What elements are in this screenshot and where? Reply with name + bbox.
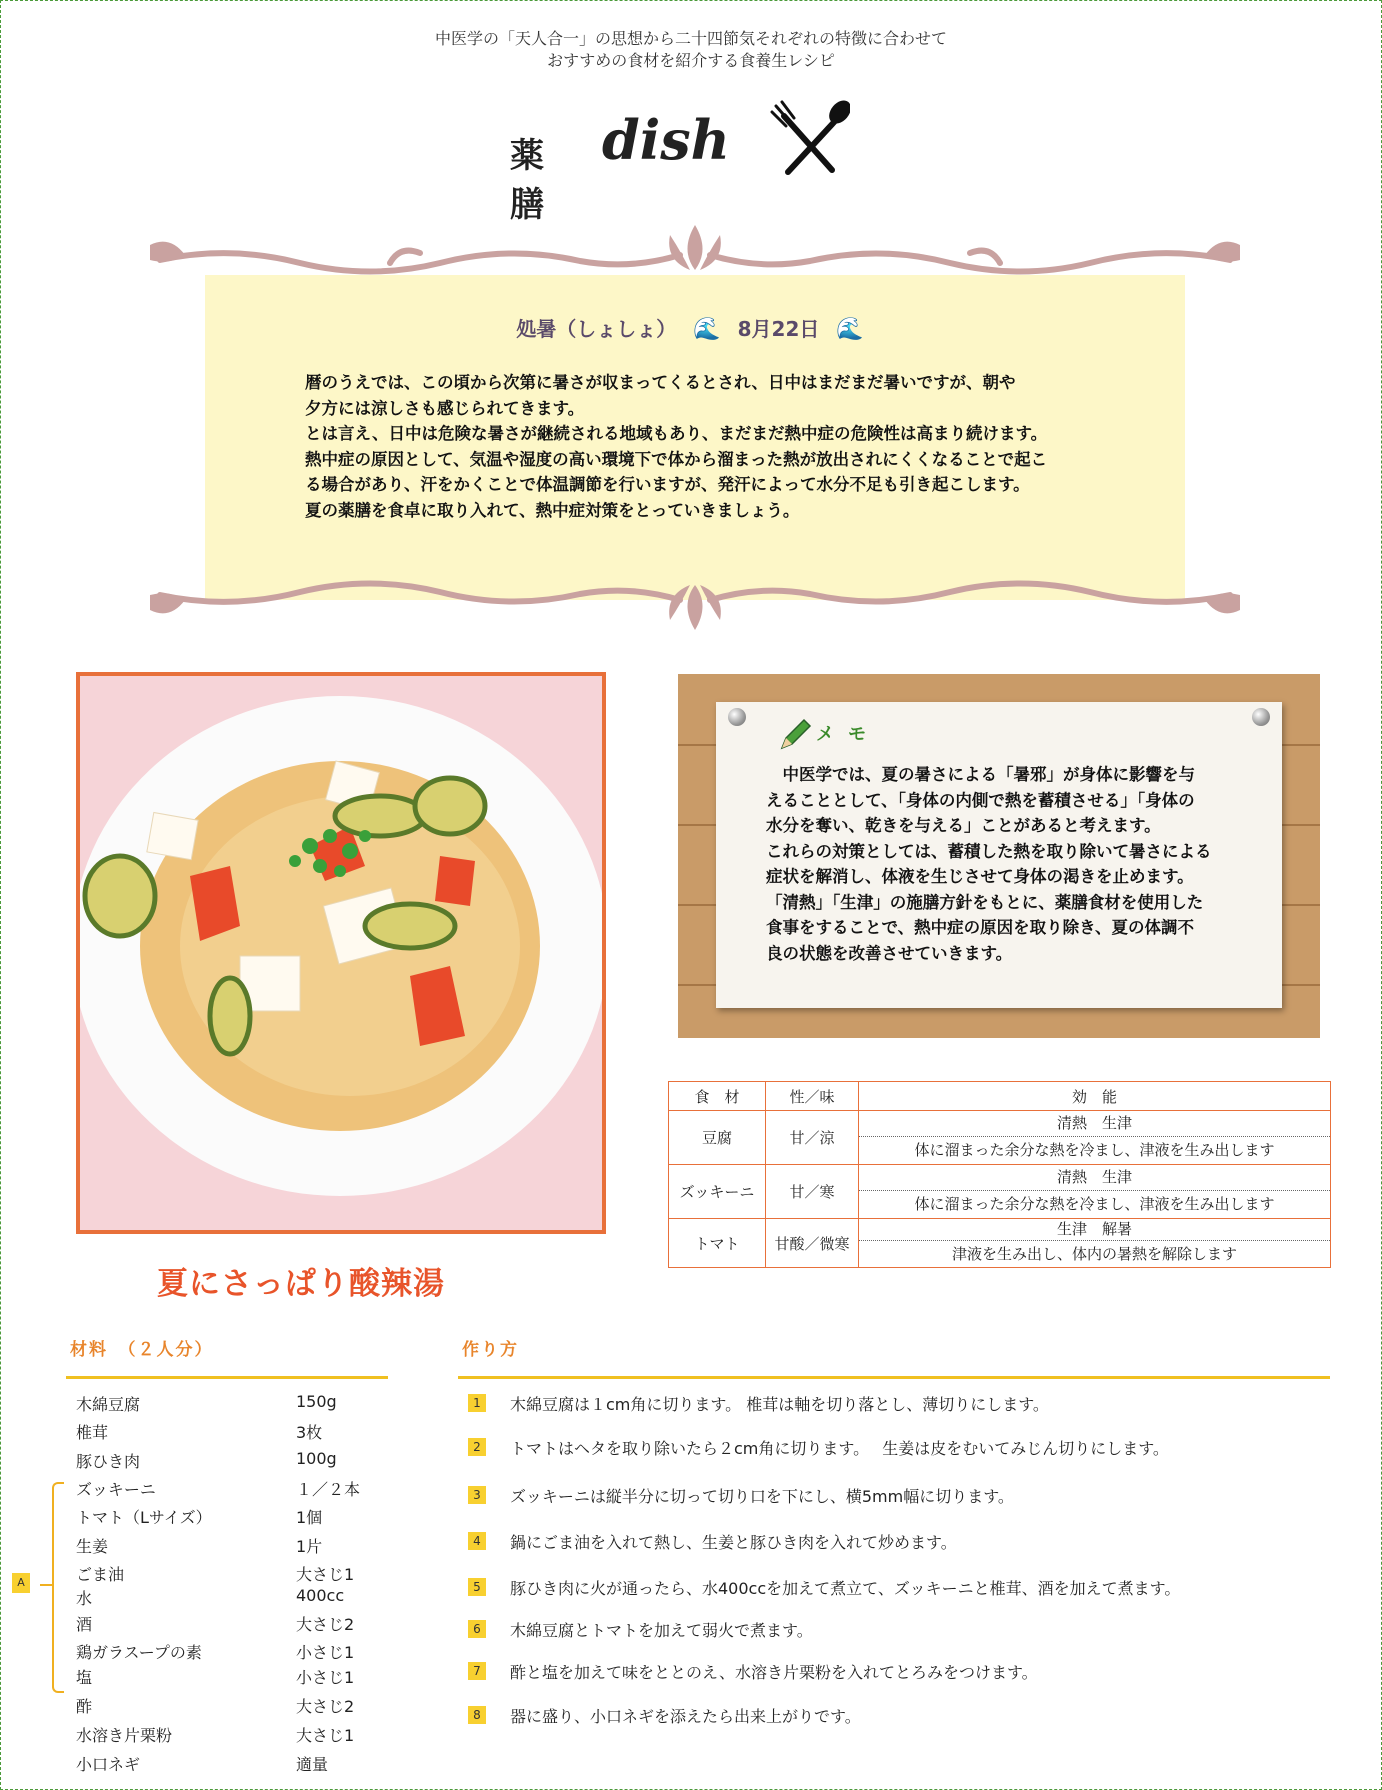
list-item	[76, 1562, 396, 1585]
ingredient-qty: 1個	[296, 1508, 323, 1527]
ingredient-name: ズッキーニ	[76, 1480, 156, 1499]
pushpin-icon	[728, 708, 746, 726]
wave-icon: 🌊	[836, 317, 864, 342]
effect-description: 体に溜まった余分な熱を冷まし、津液を生み出します	[914, 1195, 1275, 1213]
step-number: 7	[468, 1662, 486, 1680]
ingredient-name: ごま油	[76, 1565, 125, 1584]
list-item	[76, 1477, 396, 1500]
season-paragraph: る場合があり、汗をかくことで体温調節を行いますが、発汗によって水分不足も引き起こします。	[305, 475, 1030, 494]
ingredient-name: 生姜	[76, 1537, 109, 1556]
season-paragraph: とは言え、日中は危険な暑さが継続される地域もあり、まだまだ熱中症の危険性は高まり続けます。	[305, 424, 1048, 443]
ingredient-qty: 小さじ1	[296, 1643, 355, 1662]
effect-label: 清熱 生津	[859, 1111, 1330, 1137]
ingredient-name: 木綿豆腐	[76, 1395, 141, 1414]
steps-underline	[458, 1376, 1330, 1379]
nature-cell: 甘酸／微寒	[766, 1219, 859, 1268]
memo-line: これらの対策としては、蓄積した熱を取り除いて暑さによる	[766, 841, 1212, 861]
step-number: 4	[468, 1532, 486, 1550]
table-header-row	[669, 1082, 1331, 1111]
nature-cell: 甘／寒	[766, 1165, 859, 1219]
memo-line: 症状を解消し、体液を生じさせて身体の渇きを止めます。	[766, 867, 1194, 886]
pushpin-icon	[1252, 708, 1270, 726]
table-row	[669, 1111, 1331, 1165]
ingredient-name: 椎茸	[76, 1423, 109, 1442]
memo-line: 良の状態を改善させていきます。	[766, 943, 1013, 963]
effect-cell	[859, 1165, 1331, 1219]
group-bracket	[52, 1482, 64, 1693]
step-text: ズッキーニは縦半分に切って切り口を下にし、横5mm幅に切ります。	[510, 1487, 1014, 1506]
ingredient-name: 鶏ガラスープの素	[76, 1643, 202, 1662]
list-item	[76, 1640, 396, 1663]
effect-cell	[859, 1111, 1331, 1165]
season-heading	[150, 313, 1240, 342]
step-text: 豚ひき肉に火が通ったら、水400ccを加えて煮立て、ズッキーニと椎茸、酒を加えて煮ます。	[510, 1579, 1181, 1598]
table-row	[669, 1165, 1331, 1219]
ingredient-qty: 小さじ1	[296, 1668, 355, 1687]
ingredient-qty: 400cc	[296, 1586, 345, 1605]
ingredient-qty: 大さじ1	[296, 1565, 355, 1584]
step-number: 3	[468, 1486, 486, 1504]
step-text: トマトはヘタを取り除いたら２cm角に切ります。 生姜は皮をむいてみじん切りにします。	[510, 1439, 1169, 1458]
ingredient-qty: 適量	[296, 1755, 329, 1774]
table-row	[669, 1219, 1331, 1268]
memo-line: 食事をすることで、熱中症の原因を取り除き、夏の体調不	[766, 918, 1195, 937]
ingredient-name: 酒	[76, 1615, 93, 1634]
logo-text-ja: 薬膳	[510, 136, 546, 225]
memo-text	[766, 762, 1266, 966]
memo-line: えることとして、「身体の内側で熱を蓄積させる」「身体の	[766, 790, 1195, 810]
list-item	[76, 1392, 396, 1415]
food-cell: 豆腐	[669, 1111, 766, 1165]
ingredient-qty: 大さじ2	[296, 1697, 355, 1716]
ingredient-name: 小口ネギ	[76, 1755, 141, 1774]
nature-cell: 甘／涼	[766, 1111, 859, 1165]
ingredient-name: 豚ひき肉	[76, 1452, 141, 1471]
season-date: 8月22日	[737, 317, 820, 341]
step-number: 5	[468, 1578, 486, 1596]
effect-description: 津液を生み出し、体内の暑熱を解除します	[951, 1245, 1237, 1263]
ingredient-qty: 大さじ2	[296, 1615, 355, 1634]
step-number: 6	[468, 1620, 486, 1638]
step-text: 木綿豆腐は１cm角に切ります。 椎茸は軸を切り落とし、薄切りにします。	[510, 1395, 1049, 1414]
ingredient-qty: 3枚	[296, 1423, 323, 1442]
season-paragraph: 暦のうえでは、この頃から次第に暑さが収まってくるとされ、日中はまだまだ暑いですが、朝や	[305, 373, 1016, 392]
list-item	[76, 1586, 396, 1609]
step-number: 2	[468, 1438, 486, 1456]
logo-text-en: dish	[602, 108, 730, 172]
pencil-icon	[778, 718, 812, 752]
list-item	[76, 1505, 396, 1528]
list-item	[76, 1449, 396, 1472]
season-description	[305, 370, 1135, 523]
memo-line: 水分を奪い、乾きを与える」ことがあると考えます。	[766, 816, 1161, 835]
season-paragraph: 夕方には涼しさも感じられてきます。	[305, 398, 585, 418]
effect-description: 体に溜まった余分な熱を冷まし、津液を生み出します	[914, 1141, 1275, 1159]
group-a-badge: A	[12, 1573, 30, 1593]
ingredients-underline	[66, 1376, 388, 1379]
column-header: 食 材	[669, 1082, 766, 1111]
column-header: 効 能	[859, 1082, 1331, 1111]
effect-label: 清熱 生津	[859, 1165, 1330, 1191]
memo-title: メモ	[816, 724, 880, 745]
tagline	[0, 28, 1382, 72]
food-cell: ズッキーニ	[669, 1165, 766, 1219]
effect-cell	[859, 1219, 1331, 1268]
column-header: 性／味	[766, 1082, 859, 1111]
season-name: 処暑（しょしょ）	[516, 317, 677, 341]
step-text: 鍋にごま油を入れて熱し、生姜と豚ひき肉を入れて炒めます。	[510, 1533, 957, 1552]
memo-paper	[716, 702, 1282, 1008]
list-item	[76, 1612, 396, 1635]
tagline-line-1: 中医学の「天人合一」の思想から二十四節気それぞれの特徴に合わせて	[434, 29, 947, 48]
group-bracket-tick	[40, 1584, 54, 1586]
list-item	[76, 1752, 396, 1775]
ingredients-title: 材料 （２人分）	[70, 1340, 214, 1360]
list-item	[76, 1420, 396, 1443]
ingredient-qty: １／２本	[296, 1480, 361, 1499]
season-paragraph: 夏の薬膳を食卓に取り入れて、熱中症対策をとっていきましょう。	[305, 500, 800, 520]
season-panel	[150, 225, 1240, 645]
ingredient-qty: 大さじ1	[296, 1726, 355, 1745]
list-item	[76, 1534, 396, 1557]
ingredient-qty: 150g	[296, 1392, 337, 1411]
ingredient-name: トマト（Lサイズ）	[76, 1508, 212, 1527]
dish-title: 夏にさっぱり酸辣湯	[157, 1266, 445, 1302]
fork-spoon-icon	[770, 100, 850, 180]
tagline-line-2: おすすめの食材を紹介する食養生レシピ	[547, 51, 835, 70]
memo-line: 「清熱」「生津」の施膳方針をもとに、薬膳食材を使用した	[766, 892, 1204, 912]
ingredient-name: 水溶き片栗粉	[76, 1726, 173, 1745]
food-properties-table	[668, 1081, 1331, 1268]
step-text: 木綿豆腐とトマトを加えて弱火で煮ます。	[510, 1621, 813, 1640]
ornament-bottom	[150, 570, 1240, 630]
ingredient-name: 塩	[76, 1668, 93, 1687]
ingredient-qty: 100g	[296, 1449, 337, 1468]
memo-board	[678, 674, 1320, 1038]
season-paragraph: 熱中症の原因として、気温や湿度の高い環境下で体から溜まった熱が放出されにくくなることで起こ	[305, 449, 1048, 469]
food-cell: トマト	[669, 1219, 766, 1268]
list-item	[76, 1665, 396, 1688]
step-text: 器に盛り、小口ネギを添えたら出来上がりです。	[510, 1707, 861, 1726]
step-number: 1	[468, 1394, 486, 1412]
ingredient-name: 酢	[76, 1697, 93, 1716]
ingredient-qty: 1片	[296, 1537, 323, 1556]
step-number: 8	[468, 1706, 486, 1724]
ingredient-name: 水	[76, 1589, 93, 1608]
list-item	[76, 1694, 396, 1717]
steps-title: 作り方	[462, 1340, 519, 1360]
wave-icon: 🌊	[693, 317, 721, 342]
dish-photo	[76, 672, 606, 1234]
list-item	[76, 1723, 396, 1746]
memo-line: 中医学では、夏の暑さによる「暑邪」が身体に影響を与	[766, 765, 1195, 784]
step-text: 酢と塩を加えて味をととのえ、水溶き片栗粉を入れてとろみをつけます。	[510, 1663, 1038, 1682]
effect-label: 生津 解暑	[859, 1219, 1330, 1241]
